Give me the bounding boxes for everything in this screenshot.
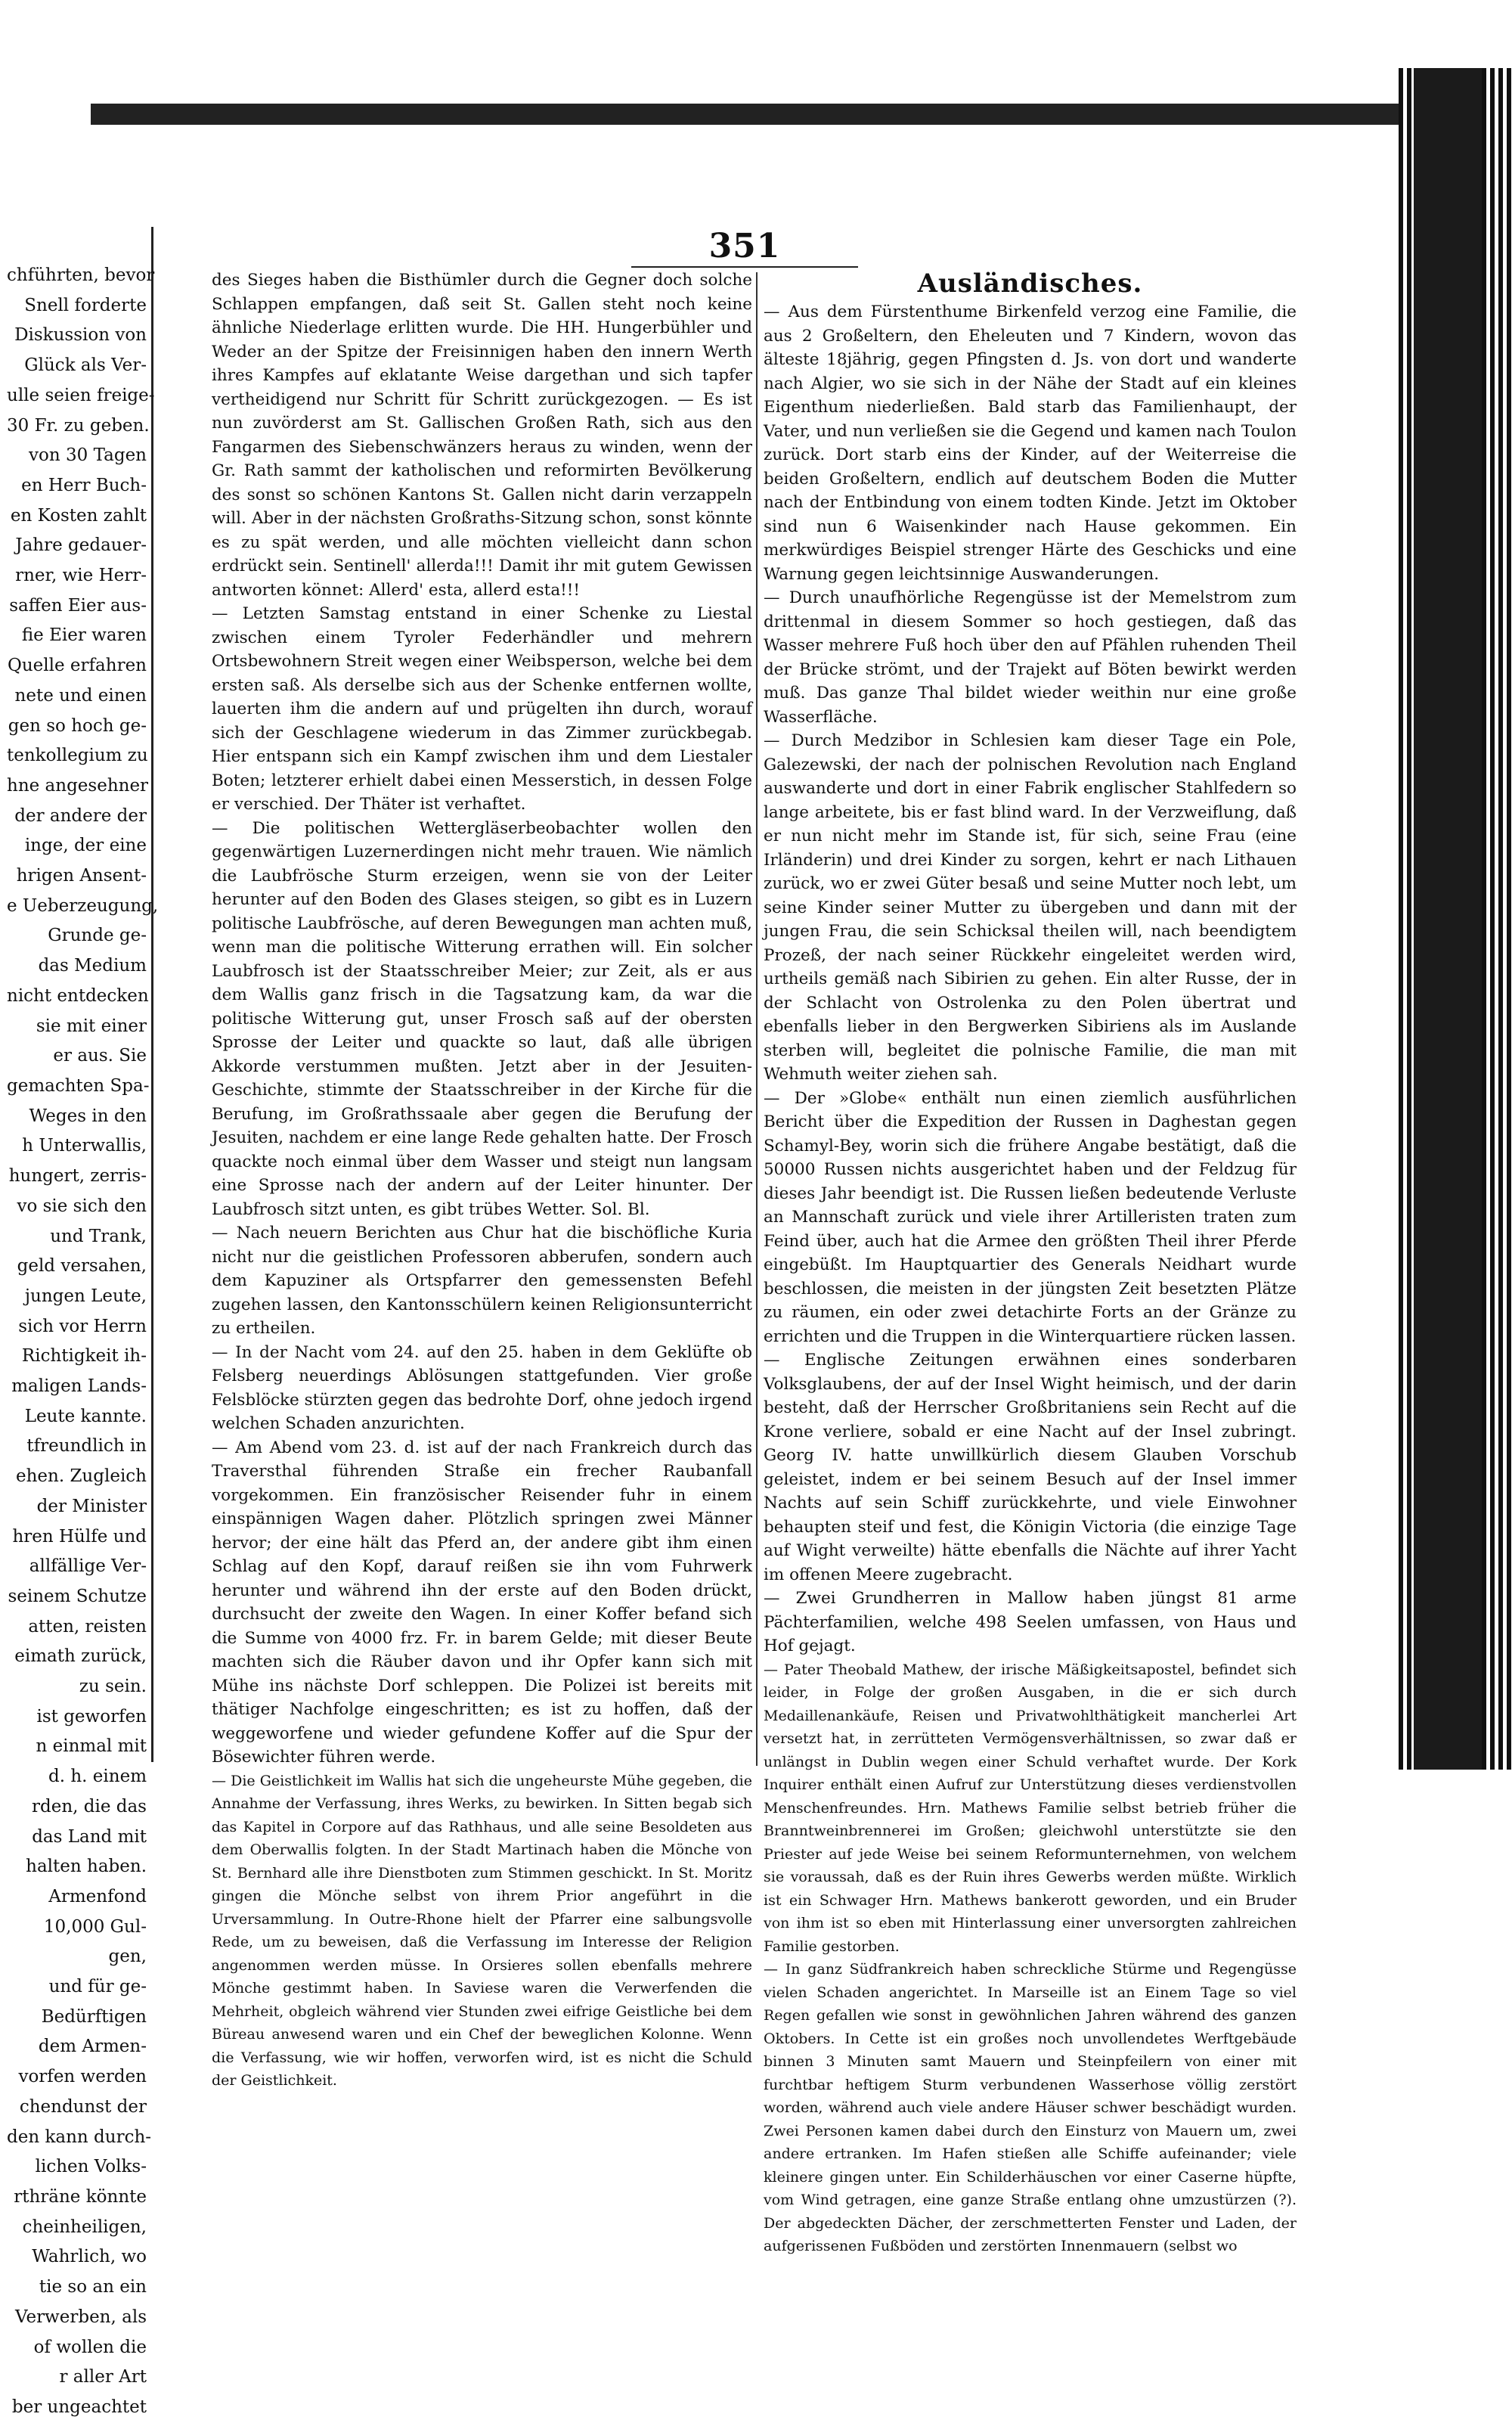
right-column (764, 268, 1297, 2254)
left-page-line: Grunde ge- (48, 926, 147, 946)
left-page-line: gemachten Spa- (7, 1075, 150, 1096)
left-page-line: der Minister (36, 1496, 147, 1516)
left-page-line: ehen. Zugleich (15, 1466, 147, 1487)
left-page-line: er aus. Sie (53, 1046, 147, 1066)
left-column (212, 268, 752, 2089)
book-top-edge (91, 72, 1421, 125)
left-page-line: hne angesehner (7, 775, 149, 796)
left-page-fragment (0, 227, 159, 2417)
left-page-line: jungen Leute, (24, 1286, 147, 1306)
left-page-line: Richtigkeit ih- (21, 1346, 147, 1367)
left-page-line: h Unterwallis, (22, 1136, 147, 1156)
left-page-line: seinem Schutze (8, 1586, 147, 1606)
left-page-line: nete und einen (14, 685, 147, 706)
article-paragraph: — Durch Medzibor in Schlesien kam dieser Tage ein Pole, Galezewski, der nach der polnischen Revolution nach England auswanderte und dort in einer Fabrik englischer Stahlfedern so lange arbeitete, bis er fast blind ward. In der Verzweiflung, daß er nun nicht mehr im Stande ist, für sich, seine Frau (eine Irländerin) und drei Kinder zu sorgen, kehrt er nach Lithauen zurück, wo er zwei Güter besaß und seine Mutter noch lebt, um seine Kinder seiner Mutter zu übergeben und dann mit der jungen Frau, die sein Schicksal theilen will, nach beendigtem Prozeß, der nach seiner Rückkehr eingeleitet werden wird, urtheils gemäß nach Sibirien zu gehen. Ein alter Russe, der in der Schlacht von Ostrolenka zu den Polen übertrat und ebenfalls lieber in den Bergwerken Sibiriens als im Auslande sterben will, begleitet die polnische Familie, die man mit Wehmuth weiter ziehen sah. (764, 731, 1297, 1084)
left-page-line: hrigen Ansent- (16, 866, 147, 886)
left-page-line: Leute kannte. (24, 1406, 147, 1426)
left-page-column (7, 261, 159, 2423)
left-page-line: Armenfond (48, 1886, 147, 1906)
left-page-line: Bedürftigen (41, 2006, 147, 2027)
left-page-line: Wahrlich, wo (32, 2247, 147, 2267)
left-page-line: das Medium (38, 956, 147, 976)
left-page-line: nicht entdecken (7, 985, 149, 1006)
left-page-line: rner, wie Herr- (15, 566, 147, 586)
left-page-line: saffen Eier aus- (9, 595, 147, 616)
page-number-rule (631, 266, 858, 268)
left-page-line: das Land mit (32, 1826, 147, 1847)
left-page-line: gen so hoch ge- (8, 715, 147, 736)
left-page-line: zu sein. (79, 1677, 147, 1697)
left-page-line: ber ungeachtet (11, 2397, 147, 2417)
article-paragraph: — Am Abend vom 23. d. ist auf der nach Frankreich durch das Traversthal führenden Straße ein frecher Raubanfall vorgekommen. Ein französischer Reisender fuhr in einem einspännigen Wagen daher. Plötzlich springen zwei Männer hervor; der eine hält das Pferd an, der andere gibt ihm einen Schlag auf den Kopf, darauf reißen sie ihn vom Fuhrwerk herunter und während ihn der erste auf den Boden drückt, durchsucht der zweite den Wagen. In einer Koffer befand sich die Summe von 4000 frz. Fr. in barem Gelde; mit dieser Beute machten sich die Räuber davon und ihr Opfer kann sich mit Mühe ins nächste Dorf schleppen. Die Polizei ist bereits mit thätiger Nachfolge eingeschritten; es ist zu hoffen, daß der weggeworfene und wieder gefundene Koffer auf die Spur der Bösewichter führen werde. (212, 1438, 752, 1767)
left-page-line: ulle seien freige- (7, 385, 155, 405)
article-paragraph: — Die politischen Wettergläserbeobachter wollen den gegenwärtigen Luzernerdingen nicht mehr trauen. Wie nämlich die Laubfrösche Sturm erzeigen, wenn sie von der Leiter herunter auf den Boden des Glases steigen, so gibt es in Luzern politische Laubfrösche, auf deren Bewegungen man achten muß, wenn man die politische Witterung errathen will. Ein solcher Laubfrosch ist der Staatsschreiber Meier; zur Zeit, als er aus dem Wallis ganz frisch in die Tagsatzung kam, da war die politische Witterung gut, unser Frosch saß auf der obersten Sprosse der Leiter und quackte so laut, daß alle übrigen Akkorde verstummen mußten. Jetzt aber in der Jesuiten-Geschichte, stimmte der Staatsschreiber in der Kirche für die Berufung, im Großrathssaale aber gegen die Berufung der Jesuiten, nachdem er eine lange Rede gehalten hatte. Der Frosch quackte noch einmal über dem Wasser und steigt nun langsam eine Sprosse nach der andern auf der Leiter hinunter. Der Laubfrosch sitzt unten, es gibt trübes Wetter. Sol. Bl. (212, 818, 752, 1219)
article-paragraph: — Der »Globe« enthält nun einen ziemlich ausführlichen Bericht über die Expedition der Russen in Daghestan gegen Schamyl-Bey, worin sich die frühere Angabe bestätigt, daß die 50000 Russen nichts ausgerichtet haben und der Feldzug für dieses Jahr beendigt ist. Die Russen ließen bedeutende Verluste an Mannschaft zurück und viele ihrer Artilleristen traten zum Feind über, auch hat die Armee den größten Theil ihrer Pferde eingebüßt. Im Hauptquartier des Generals Neidhart wurde beschlossen, die meisten in der jüngsten Zeit besetzten Plätze zu räumen, ein oder zwei detachirte Forts an der Gränze zu errichten und die Truppen in die Winterquartiere rücken lassen. (764, 1088, 1297, 1346)
left-page-line: lichen Volks- (35, 2157, 147, 2177)
left-page-line: hren Hülfe und (12, 1526, 147, 1547)
left-page-line: chendunst der (19, 2096, 147, 2117)
article-paragraph: — Nach neuern Berichten aus Chur hat die bischöfliche Kuria nicht nur die geistlichen Professoren abberufen, sondern auch dem Kapuziner als Ortspfarrer den gemessensten Befehl zugehen lassen, den Kantonsschülern keinen Religionsunterricht zu ertheilen. (212, 1224, 752, 1338)
left-page-line: gen, (108, 1947, 147, 1967)
left-page-line: vorfen werden (18, 2067, 147, 2087)
left-page-line: geld versahen, (17, 1256, 147, 1277)
article-paragraph: — Zwei Grundherren in Mallow haben jüngst 81 arme Pächterfamilien, welche 498 Seelen umfassen, von Haus und Hof gejagt. (764, 1589, 1297, 1655)
article-paragraph: — Letzten Samstag entstand in einer Schenke zu Liestal zwischen einem Tyroler Federhändler und mehrern Ortsbewohnern Streit wegen einer Weibsperson, welche bei dem ersten saß. Als derselbe sich aus der Schenke entfernen wollte, lauerten ihm die andern auf und prügelten ihn durch, worauf sich der Geschlagene wiederum in das Zimmer zurückbegab. Hier entspann sich ein Kampf zwischen ihm und dem Liestaler Boten; letzterer erhielt dabei einen Messerstich, in dessen Folge er verschied. Der Thäter ist verhaftet. (212, 604, 752, 814)
left-page-line: of wollen die (33, 2337, 147, 2357)
left-page-line: cheinheiligen, (22, 2217, 147, 2237)
left-page-line: und Trank, (50, 1226, 147, 1246)
left-page-line: 30 Fr. zu geben. (7, 415, 150, 436)
article-paragraph: — Englische Zeitungen erwähnen eines sonderbaren Volksglaubens, der auf der Insel Wight heimisch, und der darin besteht, daß der Herrscher Großbritaniens sein Recht auf die Krone verliere, sobald er eine Nacht auf der Insel zubringt. Georg IV. hatte unwillkürlich diesem Glauben Vorschub geleistet, indem er bei seinem Besuch auf der Insel immer Nachts auf sein Schiff zurückkehrte, und viele Einwohner behaupten steif und fest, die Königin Victoria (die einzige Tage auf Wight verweilte) hätte ebenfalls die Nächte auf ihrer Yacht im offenen Meere zugebracht. (764, 1351, 1297, 1584)
left-page-line: maligen Lands- (11, 1376, 147, 1397)
article-paragraph: des Sieges haben die Bisthümler durch die Gegner doch solche Schlappen empfangen, daß seit St. Gallen steht noch keine ähnliche Niederlage erlitten wurde. Die HH. Hungerbühler und Weder an der Spitze der Freisinnigen haben den innern Werth ihres Kampfes auf eklatante Weise dargethan und sich tapfer vertheidigend nur Schritt für Schritt zurückgezogen. — Es ist nun zuvörderst am St. Gallischen Großen Rath, sich aus den Fangarmen des Siebenschwänzers heraus zu winden, wenn der Gr. Rath sammt der katholischen und reformirten Bevölkerung des sonst so schönen Kantons St. Gallen nicht darin verzappeln will. Aber in der nächsten Großraths-Sitzung schon, sonst könnte es zu spät werden, und alle möchten vielleicht dann schon erdrückt sein. Sentinell' allerda!!! Damit ihr mit gutem Gewissen antworten könnet: Allerd' esta, allerd esta!!! (212, 271, 752, 600)
left-page-line: sie mit einer (36, 1016, 147, 1036)
left-page-line: e Ueberzeugung, (7, 895, 159, 916)
article-paragraph: — Aus dem Fürstenthume Birkenfeld verzog eine Familie, die aus 2 Großeltern, den Eheleuten und 7 Kindern, wovon das älteste 18jährig, gegen Pfingsten d. Js. von dort und wanderte nach Algier, wo sie sich in der Nähe der Stadt auf ein kleines Eigenthum niederließen. Bald starb das Familienhaupt, der Vater, und nun verließen sie die Gegend und kamen nach Toulon zurück. Dort starb eins der Kinder, auf der Weiterreise die beiden Großeltern, endlich auf deutschem Boden die Mutter nach der Entbindung von einem todten Kinde. Jetzt im Oktober sind nun 6 Waisenkinder nach Hause gekommen. Ein merkwürdiges Beispiel strenger Härte des Geschicks und eine Warnung gegen leichtsinnige Auswanderungen. (764, 302, 1297, 584)
left-page-line: halten haben. (26, 1857, 147, 1877)
left-page-line: tenkollegium zu (7, 746, 148, 766)
left-page-line: d. h. einem (48, 1767, 147, 1787)
page-number: 351 (708, 227, 781, 265)
left-page-line: tfreundlich in (26, 1436, 147, 1457)
left-page-line: fie Eier waren (21, 625, 147, 646)
article-paragraph: — Durch unaufhörliche Regengüsse ist der Memelstrom zum drittenmal in diesem Sommer so hoch gestiegen, daß das Wasser mehrere Fuß hoch über den auf Pfählen ruhenden Theil der Brücke strömt, und der Trajekt auf Böten bewirkt werden muß. Das ganze Thal bildet wieder weithin nur eine große Wasserfläche. (764, 588, 1297, 727)
left-page-line: sich vor Herrn (18, 1316, 147, 1336)
left-page-line: tie so an ein (39, 2277, 147, 2297)
section-title: Ausländisches. (917, 268, 1143, 299)
left-page-line: inge, der eine (24, 836, 147, 856)
left-page-line: ist geworfen (36, 1706, 147, 1727)
left-page-line: und für ge- (48, 1977, 147, 1997)
article-paragraph-small: — Die Geistlichkeit im Wallis hat sich die ungeheurste Mühe gegeben, die Annahme der Verfassung, ihres Werks, zu bewirken. In Sitten begab sich das Kapitel in Corpore auf das Rathhaus, und alle seine Besoldeten aus dem Oberwallis folgten. In der Stadt Martinach haben die Mönche von St. Bernhard alle ihre Dienstboten zum Stimmen geschickt. In St. Moritz gingen die Mönche selbst von ihrem Prior angeführt in die Urversammlung. In Outre-Rhone hielt der Pfarrer eine salbungsvolle Rede, um zu beweisen, daß die Verfassung im Interesse der Religion angenommen werden müsse. In Orsieres sollen ebenfalls mehrere Mönche gestimmt haben. In Saviese waren die Verwerfenden die Mehrheit, obgleich während vier Stunden zwei eifrige Geistliche bei dem Büreau anwesend waren und ein Chef der beweglichen Kolonne. Wenn die Verfassung, wie wir hoffen, verworfen wird, ist es nicht die Schuld der Geistlichkeit. (212, 1772, 752, 2089)
left-page-line: en Herr Buch- (21, 475, 147, 495)
left-page-line: rthräne könnte (14, 2187, 147, 2207)
left-page-line: der andere der (14, 805, 147, 826)
left-page-line: allfällige Ver- (29, 1556, 147, 1577)
column-divider (756, 272, 758, 1766)
left-page-line: den kann durch- (7, 2127, 152, 2147)
left-page-line: Snell forderte (24, 295, 147, 315)
left-page-line: Verwerben, als (14, 2307, 147, 2327)
article-paragraph: — In der Nacht vom 24. auf den 25. haben in dem Geklüfte ob Felsberg neuerdings Ablösungen stattgefunden. Vier große Felsblöcke stürzten gegen das bedrohte Dorf, ohne jedoch irgend welchen Schaden anzurichten. (212, 1342, 752, 1433)
left-page-line: hungert, zerris- (8, 1166, 147, 1187)
left-page-line: 10,000 Gul- (43, 1916, 147, 1937)
left-page-line: rden, die das (31, 1796, 147, 1816)
left-page-line: Weges in den (29, 1106, 147, 1126)
left-page-line: vo sie sich den (17, 1196, 147, 1216)
left-page-line: chführten, bevor (7, 265, 155, 285)
left-page-line: Diskussion von (14, 325, 147, 346)
left-page-line: Glück als Ver- (24, 355, 147, 376)
left-page-line: atten, reisten (28, 1616, 147, 1637)
left-page-line: n einmal mit (36, 1736, 147, 1757)
left-page-line: Quelle erfahren (8, 656, 147, 676)
left-page-line: dem Armen- (38, 2037, 147, 2057)
left-page-line: r aller Art (59, 2367, 147, 2387)
article-paragraph-small: — Pater Theobald Mathew, der irische Mäßigkeitsapostel, befindet sich leider, in Folge der großen Ausgaben, in die er sich durch Medaillenankäufe, Reisen und Privatwohlthätigkeit mancherlei Art versetzt hat, in zerrütteten Vermögensverhältnissen, so zwar daß er unlängst in Dublin wegen einer Schuld verhaftet wurde. Der Kork Inquirer enthält einen Aufruf zur Unterstützung dieses verdienstvollen Menschenfreundes. Hrn. Mathews Familie selbst betrieb früher die Branntweinbrennerei im Großen; gleichwohl unterstützte sie den Priester auf jede Weise bei seinem Reformunternehmen, von welchem sie voraussah, daß es der Ruin ihres Gewerbs werden müßte. Wirklich ist ein Schwager Hrn. Mathews bankerott geworden, und ein Bruder von ihm ist so eben mit Hinterlassung einer unversorgten zahlreichen Familie gestorben. (764, 1661, 1297, 1955)
left-page-line: en Kosten zahlt (10, 505, 147, 526)
left-page-line: von 30 Tagen (29, 445, 147, 466)
article-paragraph-small: — In ganz Südfrankreich haben schreckliche Stürme und Regengüsse vielen Schaden angerichtet. In Marseille ist an Einem Tage so viel Regen gefallen wie sonst in gewöhnlichen Jahren während des ganzen Oktobers. In Cette ist ein großes noch unvollendetes Werftgebäude binnen 3 Minuten samt Mauern und Steinpfeilern von einer mit furchtbar heftigem Sturm verbundenen Wasserhose völlig zerstört worden, während auch viele andere Häuser schwer beschädigt wurden. Zwei Personen kamen dabei durch den Einsturz von Mauern um, zwei andere ertranken. Im Hafen stießen alle Schiffe aufeinander; viele kleinere gingen unter. Ein Schilderhäuschen vor einer Caserne hüpfte, vom Wind getragen, eine ganze Straße entlang ohne umzustürzen (?). Der abgedeckten Dächer, der zerschmetterten Fenster und Laden, der aufgerissenen Fußböden und zerstörten Innenmauern (selbst wo (764, 1961, 1297, 2254)
left-page-line: eimath zurück, (14, 1646, 147, 1667)
book-spine-shadow (1414, 68, 1482, 1770)
left-page-line: Jahre gedauer- (15, 535, 147, 556)
